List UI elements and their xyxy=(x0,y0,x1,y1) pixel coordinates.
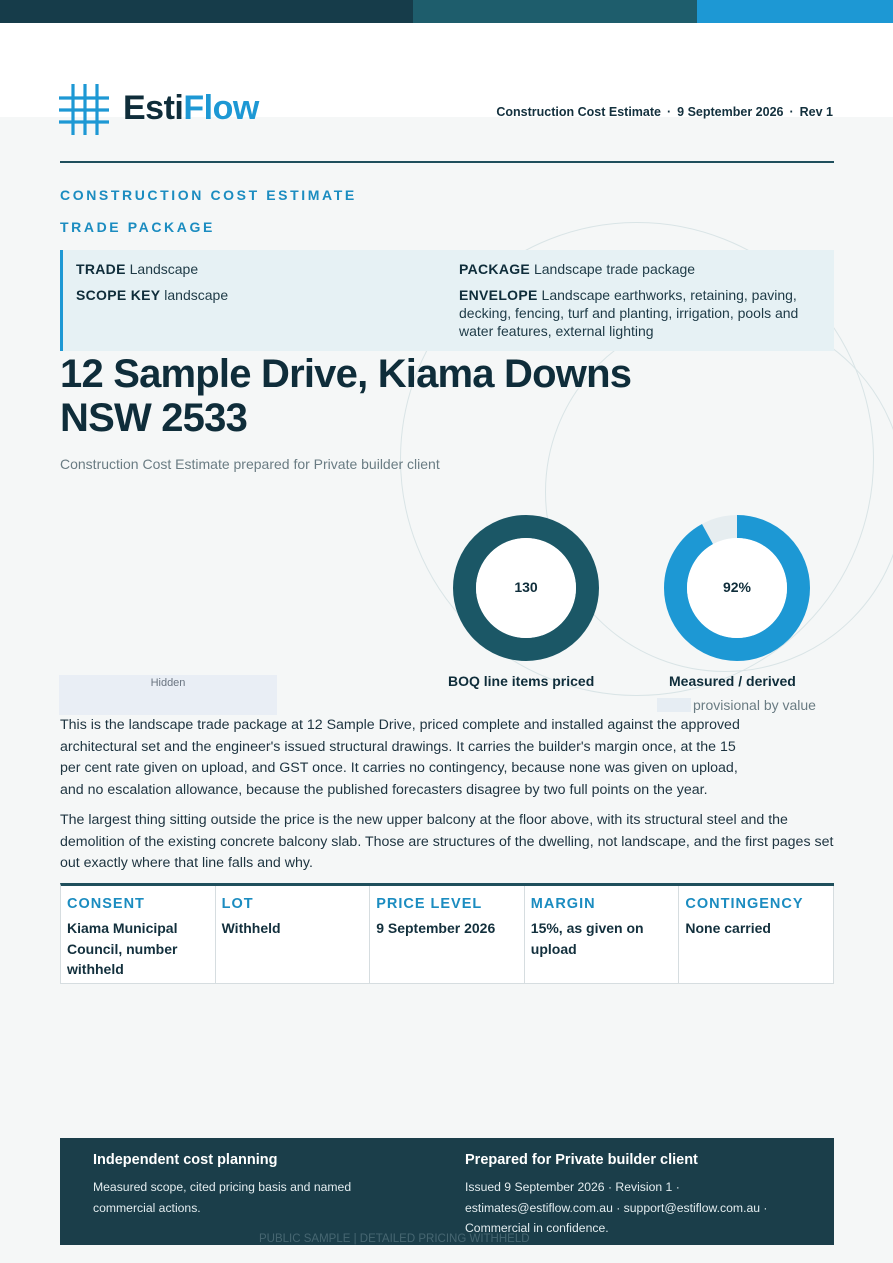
footer-right xyxy=(465,1152,815,1239)
footer-left-heading: Independent cost planning xyxy=(93,1152,278,1168)
info-scope-label: SCOPE KEY xyxy=(76,287,161,303)
document-meta xyxy=(496,105,833,119)
eyebrow-secondary: TRADE PACKAGE xyxy=(60,219,215,235)
footer-panel xyxy=(60,1138,834,1245)
meta-separator: · xyxy=(666,105,672,119)
boq-items-value: 130 xyxy=(514,579,538,595)
header-divider xyxy=(60,161,834,163)
info-envelope xyxy=(459,286,819,340)
summary-value: 9 September 2026 xyxy=(376,920,496,936)
measured-derived-label: Measured / derived xyxy=(669,673,796,689)
summary-table xyxy=(60,883,834,984)
info-scope-value: landscape xyxy=(164,287,229,303)
summary-header: MARGIN xyxy=(530,896,596,912)
legend-swatch-provisional xyxy=(657,698,691,712)
summary-header: PRICE LEVEL xyxy=(376,896,483,912)
page-subtitle: Construction Cost Estimate prepared for Private builder client xyxy=(60,456,440,472)
info-package-value: Landscape trade package xyxy=(533,261,696,277)
footer-left-text: Measured scope, cited pricing basis and named commercial actions. xyxy=(93,1180,352,1215)
logo-word-esti: Esti xyxy=(123,89,184,127)
top-color-bar xyxy=(0,0,893,23)
summary-cell-price-level xyxy=(370,886,525,983)
hidden-placeholder-label: Hidden xyxy=(150,677,186,689)
meta-document-type: Construction Cost Estimate xyxy=(496,105,661,119)
summary-value: None carried xyxy=(685,920,771,936)
meta-revision: Rev 1 xyxy=(799,105,833,119)
summary-cell-margin xyxy=(525,886,680,983)
page-title-line-1: 12 Sample Drive, Kiama Downs xyxy=(60,352,632,396)
logo-wordmark xyxy=(123,89,259,128)
exclusion-paragraph: The largest thing sitting outside the price is the new upper balcony at the floor above, with its structural steel and the demolition of the existing concrete balcony slab. Those are structures of the dwelling, not landscape, and the first pages set out exactly where that line falls and why. xyxy=(60,812,834,871)
page-title-line-2: NSW 2533 xyxy=(60,396,248,440)
info-envelope-label: ENVELOPE xyxy=(459,287,538,303)
summary-header: LOT xyxy=(221,896,254,912)
hidden-placeholder xyxy=(59,675,277,715)
summary-value: Kiama Municipal Council, number withheld xyxy=(67,920,178,977)
summary-value: 15%, as given on upload xyxy=(530,920,644,957)
logo-word-flow: Flow xyxy=(183,89,259,127)
info-package xyxy=(459,260,695,278)
legend-label-provisional: provisional by value xyxy=(693,697,816,713)
summary-cell-lot xyxy=(216,886,371,983)
footer-right-heading: Prepared for Private builder client xyxy=(465,1152,698,1168)
info-trade xyxy=(76,260,198,278)
eyebrow-primary: CONSTRUCTION COST ESTIMATE xyxy=(60,187,357,203)
estiflow-logo xyxy=(59,84,279,136)
info-scope xyxy=(76,286,228,304)
sample-watermark: PUBLIC SAMPLE | DETAILED PRICING WITHHELD xyxy=(259,1233,530,1245)
trade-info-box xyxy=(60,250,834,351)
top-bar-segment-navy xyxy=(0,0,413,23)
footer-right-text: Issued 9 September 2026 · Revision 1 · estimates@estiflow.com.au · support@estiflow.com.au · Commercial in confidence. xyxy=(465,1180,768,1235)
boq-items-label: BOQ line items priced xyxy=(448,673,595,689)
footer-left xyxy=(93,1152,393,1218)
meta-date: 9 September 2026 xyxy=(677,105,784,119)
measured-derived-value: 92% xyxy=(722,579,752,595)
summary-cell-consent xyxy=(61,886,216,983)
top-bar-segment-blue xyxy=(697,0,893,23)
page-title xyxy=(60,352,720,440)
top-bar-segment-teal xyxy=(413,0,697,23)
summary-value: Withheld xyxy=(221,920,281,936)
info-envelope-value: Landscape earthworks, retaining, paving, decking, fencing, turf and planting, irrigation, pools and water features, external lighting xyxy=(459,287,799,339)
info-trade-label: TRADE xyxy=(76,261,126,277)
intro-paragraph: This is the landscape trade package at 12 Sample Drive, priced complete and installed against the approved architectural set and the engineer's issued structural drawings. It carries the builder's margin once, at the 15 per cent rate given on upload, and GST once. It carries no contingency, because none was given on upload, and no escalation allowance, because the published forecasters disagree by two full points on the year. xyxy=(60,717,740,798)
summary-header: CONTINGENCY xyxy=(685,896,804,912)
summary-cell-contingency xyxy=(679,886,834,983)
summary-header: CONSENT xyxy=(67,896,145,912)
info-package-label: PACKAGE xyxy=(459,261,531,277)
info-trade-value: Landscape xyxy=(129,261,199,277)
grid-logo-icon xyxy=(59,84,111,136)
meta-separator: · xyxy=(789,105,794,119)
